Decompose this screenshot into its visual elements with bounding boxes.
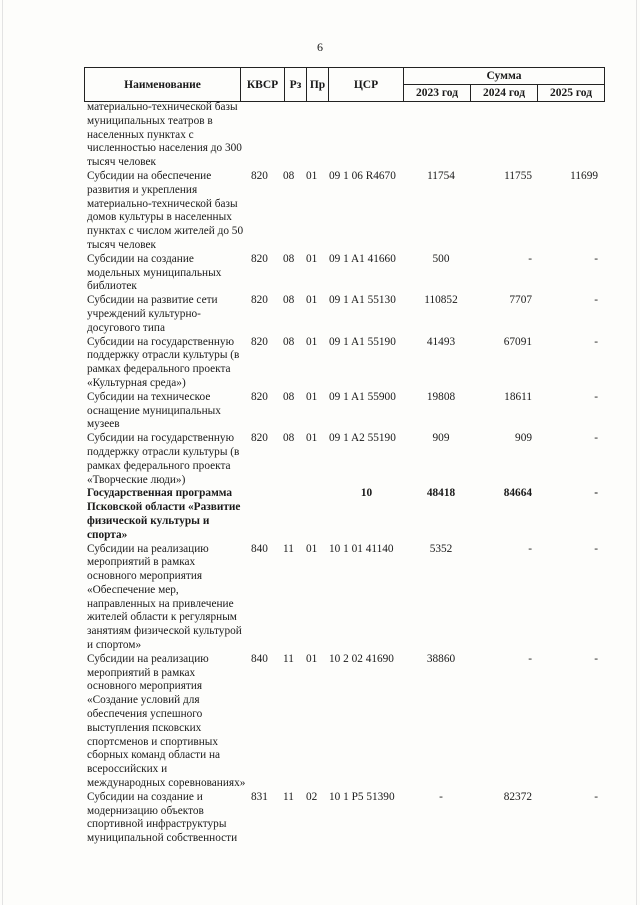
table-row: [84, 253, 604, 294]
row-pr: 01: [306, 252, 318, 265]
row-name: Субсидии на государственную поддержку отрасли культуры (в рамках федерального проекта «Творческие люди»): [87, 432, 240, 486]
row-rz: 08: [283, 432, 295, 445]
program-row: [84, 487, 604, 542]
row-kvsr: 820: [251, 252, 268, 265]
row-rz: 08: [283, 294, 295, 307]
row-2024: 7707: [509, 294, 532, 307]
row-2023: 11754: [427, 169, 455, 182]
table-row: [84, 101, 604, 170]
row-name: Субсидии на государственную поддержку отрасли культуры (в рамках федерального проекта «Культурная среда»): [87, 335, 240, 389]
row-name: Субсидии на реализацию мероприятий в рамках основного мероприятия «Создание условий для обеспечения успешного выступления псковских спортсменов и спортивных сборных команд области на всероссийских и международных соревнованиях»: [87, 652, 246, 790]
row-2024: -: [528, 252, 532, 265]
header-name: Наименование: [85, 68, 241, 102]
program-name: Государственная программа Псковской области «Развитие физической культуры и спорта»: [87, 487, 241, 541]
scan-edge-left: [2, 0, 3, 905]
row-name: Субсидии на техническое оснащение муниципальных музеев: [87, 390, 221, 431]
row-csr: 10 1 P5 51390: [329, 790, 395, 803]
row-2023: 500: [432, 252, 450, 265]
table-row: [84, 791, 604, 846]
row-csr: 10 2 02 41690: [329, 652, 394, 665]
row-csr: 09 1 A1 41660: [329, 252, 396, 265]
row-2024: 18611: [504, 390, 532, 403]
table-row: [84, 391, 604, 432]
page-number: 6: [317, 40, 323, 54]
row-2025: -: [594, 432, 598, 445]
row-kvsr: 840: [251, 652, 268, 665]
header-year-2024: 2024 год: [471, 85, 538, 102]
table-header: [84, 67, 605, 102]
row-kvsr: 820: [251, 390, 268, 403]
row-pr: 01: [306, 294, 318, 307]
row-2023: -: [439, 790, 443, 803]
row-pr: 01: [306, 335, 318, 348]
row-pr: 01: [306, 542, 318, 555]
row-rz: 11: [283, 542, 294, 555]
row-2023: 110852: [424, 294, 458, 307]
row-rz: 08: [283, 335, 295, 348]
row-name: Субсидии на реализацию мероприятий в рамках основного мероприятия «Обеспечение мер, направленных на привлечение жителей области к регулярным занятиям физической культурой и спортом»: [87, 542, 242, 652]
row-pr: 01: [306, 169, 318, 182]
row-csr: 09 1 06 R4670: [329, 169, 396, 182]
row-2025: -: [594, 294, 598, 307]
scan-edge-right: [636, 0, 637, 905]
table-row: [84, 294, 604, 335]
row-2023: 38860: [426, 652, 456, 665]
row-2025: -: [594, 252, 598, 265]
row-rz: 11: [283, 652, 294, 665]
row-2024: -: [528, 652, 532, 665]
row-name: Субсидии на развитие сети учреждений культурно-досугового типа: [87, 294, 218, 334]
row-name: материально-технической базы муниципальных театров в населенных пунктах с численностью населения до 300 тысяч человек: [87, 101, 242, 169]
row-csr: 09 1 A1 55900: [329, 390, 396, 403]
row-name: Субсидии на обеспечение развития и укрепления материально-технической базы домов культуры в населенных пунктах с числом жителей до 50 тысяч человек: [87, 169, 244, 251]
row-2024: 909: [515, 432, 532, 445]
header-rz: Рз: [285, 68, 307, 102]
row-2023: 19808: [426, 390, 456, 403]
row-csr: 10 1 01 41140: [329, 542, 394, 555]
header-pr: Пр: [307, 68, 329, 102]
table-row: [84, 432, 604, 487]
row-pr: 01: [306, 390, 318, 403]
row-2025: -: [594, 790, 598, 803]
row-rz: 11: [283, 790, 294, 803]
row-csr: 10: [360, 487, 373, 500]
row-name: Субсидии на создание и модернизацию объектов спортивной инфраструктуры муниципальной собственности: [87, 790, 238, 845]
row-kvsr: 820: [251, 169, 268, 182]
row-rz: 08: [283, 390, 295, 403]
row-2023: 48418: [426, 487, 456, 500]
row-2024: 11755: [504, 169, 532, 182]
row-2025: 11699: [570, 169, 598, 182]
header-sum: Сумма: [404, 68, 605, 85]
table-body: [84, 101, 604, 846]
row-2024: 82372: [503, 790, 532, 803]
row-kvsr: 820: [251, 432, 268, 445]
row-pr: 02: [306, 790, 318, 803]
row-rz: 08: [283, 252, 295, 265]
row-2024: 84664: [503, 487, 532, 500]
row-kvsr: 820: [251, 335, 268, 348]
row-2025: -: [594, 487, 598, 500]
table-row: [84, 653, 604, 791]
row-2023: 5352: [429, 542, 453, 555]
row-csr: 09 1 A2 55190: [329, 432, 396, 445]
row-kvsr: 820: [251, 294, 268, 307]
row-2024: -: [528, 542, 532, 555]
row-csr: 09 1 A1 55130: [329, 294, 396, 307]
table-row: [84, 170, 604, 253]
row-pr: 01: [306, 432, 318, 445]
header-year-2025: 2025 год: [538, 85, 605, 102]
table-row: [84, 543, 604, 653]
header-year-2023: 2023 год: [404, 85, 471, 102]
row-csr: 09 1 A1 55190: [329, 335, 396, 348]
row-2023: 41493: [426, 335, 456, 348]
row-2025: -: [594, 542, 598, 555]
row-rz: 08: [283, 169, 295, 182]
row-2025: -: [594, 390, 598, 403]
table-row: [84, 336, 604, 391]
row-kvsr: 831: [251, 790, 268, 803]
row-pr: 01: [306, 652, 318, 665]
row-2023: 909: [432, 432, 450, 445]
row-2025: -: [594, 335, 598, 348]
row-2025: -: [594, 652, 598, 665]
header-kvsr: КВСР: [241, 68, 285, 102]
header-csr: ЦСР: [329, 68, 404, 102]
row-kvsr: 840: [251, 542, 268, 555]
row-2024: 67091: [503, 335, 532, 348]
row-name: Субсидии на создание модельных муниципальных библиотек: [87, 252, 222, 293]
